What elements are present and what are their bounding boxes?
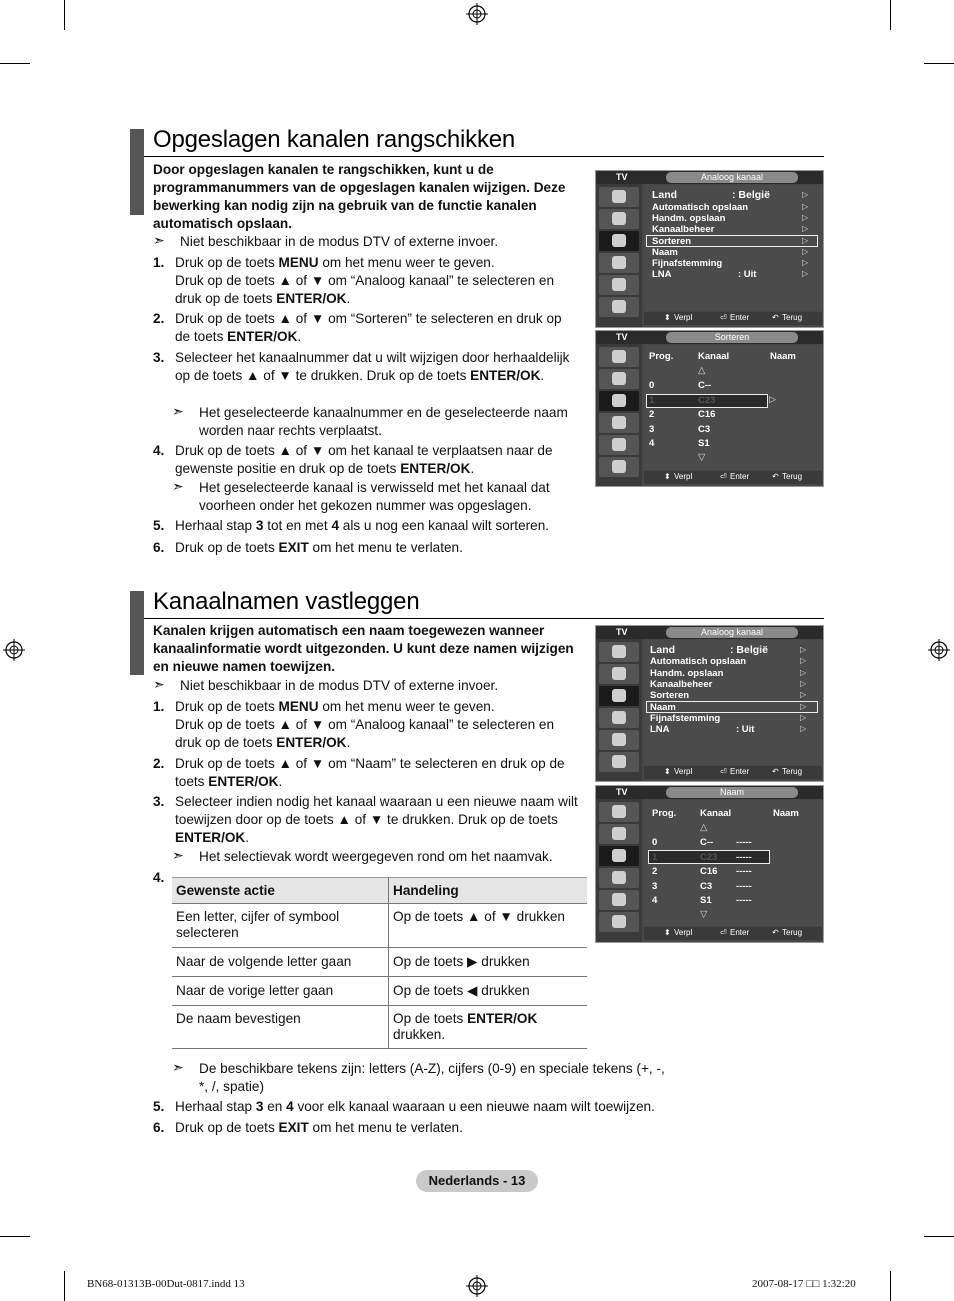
list-item: 4 <box>652 895 658 906</box>
list-item: ----- <box>736 895 752 906</box>
picture-icon <box>599 642 639 662</box>
tv-menu-item: Handm. opslaan <box>650 668 724 679</box>
list-item: C16 <box>698 409 716 420</box>
column-header: Prog. <box>649 351 674 362</box>
footer-hint: Terug <box>782 928 803 937</box>
channel-icon <box>599 391 639 411</box>
step-key: ENTER/OK <box>276 735 347 750</box>
list-item: 0 <box>649 380 655 391</box>
column-header: Kanaal <box>698 351 730 362</box>
table-cell: Op de toets ▶ drukken <box>389 948 588 977</box>
list-item: 1 <box>652 852 658 863</box>
tv-menu-item: Automatisch opslaan <box>650 656 747 667</box>
channel-icon <box>599 846 639 866</box>
table-cell: Een letter, cijfer of symbool selecteren <box>172 904 389 948</box>
registration-mark-icon <box>466 3 488 25</box>
step-number: 1. <box>153 255 165 270</box>
step-text-part: om het menu weer te geven. <box>318 255 495 270</box>
tv-menu-item: Land <box>650 644 676 656</box>
note-arrow-icon: ➣ <box>172 847 184 863</box>
step-text-part: om het menu te verlaten. <box>308 540 463 555</box>
list-item: C3 <box>700 881 713 892</box>
list-item: C-- <box>700 837 714 848</box>
step-text <box>175 755 580 791</box>
section-accent-bar <box>130 129 144 215</box>
action-table <box>172 877 587 1049</box>
note-arrow-icon: ➣ <box>172 478 184 494</box>
right-triangle-icon: ▷ <box>802 224 809 233</box>
tv-menu-item: LNA <box>650 724 670 735</box>
table-row <box>172 904 587 948</box>
step-text-part: . <box>297 329 302 344</box>
table-header: Gewenste actie <box>172 878 389 904</box>
channel-icon <box>599 231 639 251</box>
list-item: S1 <box>700 895 712 906</box>
return-icon: ↶ <box>772 472 779 481</box>
print-timestamp: 2007-08-17 □□ 1:32:20 <box>752 1278 856 1290</box>
note-arrow-icon: ➣ <box>172 403 184 419</box>
tv-menu-footer <box>644 312 822 325</box>
tv-menu-screen <box>595 785 824 943</box>
tv-menu-sidebar <box>596 344 642 486</box>
step-text <box>175 254 580 308</box>
column-header: Kanaal <box>700 808 732 819</box>
crop-mark <box>64 1271 65 1301</box>
note-text: Het geselecteerde kanaalnummer en de geselecteerde naam worden naar rechts verplaatst. <box>199 405 568 438</box>
input-icon <box>599 275 639 295</box>
step-text-part: om het menu weer te geven. <box>318 699 495 714</box>
column-header: Prog. <box>652 808 677 819</box>
tv-label: TV <box>616 787 628 797</box>
setup-icon <box>599 708 639 728</box>
step-key: 4 <box>286 1099 294 1114</box>
step-key: MENU <box>278 699 319 714</box>
step-text <box>175 517 595 535</box>
move-icon: ⬍ <box>664 313 671 322</box>
list-item: 1 <box>649 395 655 406</box>
table-cell: Op de toets ▲ of ▼ drukken <box>389 904 588 948</box>
right-triangle-icon: ▷ <box>802 258 809 267</box>
list-item: 3 <box>652 881 658 892</box>
list-item: 3 <box>649 424 655 435</box>
footer-hint: Enter <box>730 313 750 322</box>
right-triangle-icon: ▷ <box>802 269 809 278</box>
enter-icon: ⏎ <box>720 313 727 322</box>
enter-icon: ⏎ <box>720 472 727 481</box>
step-text-part: om het menu te verlaten. <box>308 1120 463 1135</box>
step-key: 4 <box>331 518 339 533</box>
note-arrow-icon: ➣ <box>153 676 165 692</box>
footer-hint: Verpl <box>674 472 693 481</box>
list-item: C16 <box>700 866 718 877</box>
tv-menu-item: Land <box>652 189 678 201</box>
list-item: 4 <box>649 438 655 449</box>
tv-menu-item: Naam <box>650 702 676 713</box>
note-text: Het geselecteerde kanaal is verwisseld met het kanaal dat voorheen onder het gekozen nummer was opgeslagen. <box>199 480 550 513</box>
channel-icon <box>599 686 639 706</box>
step-text-part: Selecteer indien nodig het kanaal waaraan u een nieuwe naam wilt toewijzen door op de toets ▲ of ▼ te drukken. Druk op de toets <box>175 794 578 827</box>
footer-hint: Verpl <box>674 767 693 776</box>
tv-menu-item: LNA <box>652 269 672 280</box>
registration-mark-icon <box>3 639 25 661</box>
up-triangle-icon: △ <box>700 822 708 833</box>
note-text: Niet beschikbaar in de modus DTV of externe invoer. <box>180 234 499 249</box>
step-text <box>175 442 580 478</box>
footer-hint: Terug <box>782 767 803 776</box>
tv-menu-footer <box>644 927 822 940</box>
step-key: 3 <box>255 1099 264 1114</box>
move-icon: ⬍ <box>664 928 671 937</box>
step-key: ENTER/OK <box>175 830 246 845</box>
tv-menu-value: : Uit <box>738 269 757 280</box>
list-item: C23 <box>700 852 718 863</box>
right-triangle-icon: ▷ <box>802 202 809 211</box>
list-item: 0 <box>652 837 658 848</box>
step-number: 5. <box>153 1099 165 1114</box>
note-text: De beschikbare tekens zijn: letters (A-Z), cijfers (0-9) en speciale tekens (+, -, *, /, spatie) <box>199 1061 665 1094</box>
tv-menu-screen <box>595 170 824 328</box>
column-header: Naam <box>773 808 799 819</box>
step-text <box>175 349 580 385</box>
right-triangle-icon: ▷ <box>800 702 807 711</box>
tv-menu-value: : België <box>730 644 768 656</box>
tv-menu-item: Fijnafstemming <box>650 713 721 724</box>
crop-mark <box>924 63 954 64</box>
tv-menu-item: Automatisch opslaan <box>652 202 749 213</box>
page-number-badge: Nederlands - 13 <box>416 1170 538 1192</box>
tv-menu-title: Sorteren <box>666 332 798 343</box>
list-item: 2 <box>649 409 655 420</box>
section-title: Opgeslagen kanalen rangschikken <box>153 126 516 153</box>
tv-menu-screen <box>595 625 824 782</box>
tv-menu-title: Naam <box>666 787 798 798</box>
registration-mark-icon <box>928 639 950 661</box>
step-number: 4. <box>153 870 165 885</box>
application-icon <box>599 752 639 772</box>
list-item: C3 <box>698 424 711 435</box>
section-title: Kanaalnamen vastleggen <box>153 588 420 615</box>
section-accent-bar <box>130 591 144 675</box>
list-item: 2 <box>652 866 658 877</box>
step-text-part: Druk op de toets ▲ of ▼ om het kanaal te verplaatsen naar de gewenste positie en druk op de toets <box>175 443 553 476</box>
setup-icon <box>599 413 639 433</box>
setup-icon <box>599 253 639 273</box>
column-header: Naam <box>770 351 796 362</box>
step-text-part: Herhaal stap <box>175 1099 256 1114</box>
step-number: 4. <box>153 443 165 458</box>
step-text-part: . <box>346 291 351 306</box>
step-number: 3. <box>153 350 165 365</box>
right-triangle-icon: ▷ <box>800 668 807 677</box>
return-icon: ↶ <box>772 928 779 937</box>
step-number: 6. <box>153 540 165 555</box>
right-triangle-icon: ▷ <box>800 690 807 699</box>
picture-icon <box>599 347 639 367</box>
step-text-part: Druk op de toets ▲ of ▼ om “Sorteren” te selecteren en druk op de toets <box>175 311 562 344</box>
step-number: 1. <box>153 699 165 714</box>
registration-mark-icon <box>466 1275 488 1297</box>
step-text-part: Selecteer het kanaalnummer dat u wilt wijzigen door herhaaldelijk op de toets ▲ of ▼ te drukken. Druk op de toets <box>175 350 570 383</box>
note-arrow-icon: ➣ <box>153 232 165 248</box>
up-triangle-icon: △ <box>698 365 706 376</box>
tv-menu-sidebar <box>596 799 642 942</box>
list-item: S1 <box>698 438 710 449</box>
return-icon: ↶ <box>772 313 779 322</box>
step-key: 3 <box>255 518 264 533</box>
table-cell: Naar de volgende letter gaan <box>172 948 389 977</box>
section-intro: Kanalen krijgen automatisch een naam toegewezen wanneer kanaalinformatie wordt uitgezonden. U kunt deze namen wijzigen en nieuwe namen toewijzen. <box>153 623 574 674</box>
tv-menu-item: Sorteren <box>650 690 690 701</box>
right-triangle-icon: ▷ <box>800 656 807 665</box>
table-header: Handeling <box>389 878 588 904</box>
footer-hint: Enter <box>730 928 750 937</box>
step-text-part: Druk op de toets <box>175 540 279 555</box>
tv-menu-title: Analoog kanaal <box>666 627 798 638</box>
step-key: EXIT <box>278 1120 309 1135</box>
step-text-part: . <box>278 774 283 789</box>
footer-hint: Enter <box>730 767 750 776</box>
application-icon <box>599 457 639 477</box>
footer-hint: Verpl <box>674 313 693 322</box>
table-cell-key: ENTER/OK <box>467 1011 538 1026</box>
list-item: ----- <box>736 837 752 848</box>
table-cell-text: drukken. <box>393 1027 446 1042</box>
step-key: ENTER/OK <box>227 329 298 344</box>
table-cell: Op de toets ◀ drukken <box>389 977 588 1006</box>
step-text <box>175 793 580 847</box>
crop-mark <box>890 0 891 30</box>
picture-icon <box>599 187 639 207</box>
tv-menu-title: Analoog kanaal <box>666 172 798 183</box>
print-file-info: BN68-01313B-00Dut-0817.indd 13 <box>87 1278 245 1290</box>
table-header-row <box>172 878 587 904</box>
step-text <box>175 310 580 346</box>
note-arrow-icon: ➣ <box>172 1059 184 1075</box>
sound-icon <box>599 209 639 229</box>
right-triangle-icon: ▷ <box>800 724 807 733</box>
list-item: C23 <box>698 395 716 406</box>
table-row <box>172 1006 587 1049</box>
list-item: ----- <box>736 881 752 892</box>
step-key: MENU <box>278 255 319 270</box>
move-icon: ⬍ <box>664 767 671 776</box>
tv-label: TV <box>616 332 628 342</box>
crop-mark <box>64 0 65 30</box>
table-cell: De naam bevestigen <box>172 1006 389 1049</box>
enter-icon: ⏎ <box>720 767 727 776</box>
step-text-part: Druk op de toets <box>175 699 279 714</box>
step-number: 3. <box>153 794 165 809</box>
right-triangle-icon: ▷ <box>802 190 809 199</box>
step-text-part: . <box>245 830 250 845</box>
setup-icon <box>599 868 639 888</box>
footer-hint: Terug <box>782 472 803 481</box>
tv-menu-sidebar <box>596 639 642 781</box>
step-key: EXIT <box>278 540 309 555</box>
step-number: 2. <box>153 756 165 771</box>
list-item: ----- <box>736 852 752 863</box>
step-text-part: als u nog een kanaal wilt sorteren. <box>339 518 550 533</box>
down-triangle-icon: ▽ <box>700 909 708 920</box>
tv-label: TV <box>616 172 628 182</box>
step-number: 5. <box>153 518 165 533</box>
tv-menu-item: Kanaalbeheer <box>652 224 715 235</box>
footer-hint: Enter <box>730 472 750 481</box>
step-text-part: en <box>263 1099 287 1114</box>
tv-menu-item: Fijnafstemming <box>652 258 723 269</box>
table-cell: Naar de vorige letter gaan <box>172 977 389 1006</box>
step-text <box>175 1119 580 1137</box>
right-triangle-icon: ▷ <box>769 394 776 404</box>
step-key: ENTER/OK <box>470 368 541 383</box>
step-text-part: . <box>470 461 475 476</box>
input-icon <box>599 890 639 910</box>
crop-mark <box>924 1236 954 1237</box>
sound-icon <box>599 369 639 389</box>
step-text <box>175 539 580 557</box>
tv-menu-item: Sorteren <box>652 236 692 247</box>
step-number: 6. <box>153 1120 165 1135</box>
move-icon: ⬍ <box>664 472 671 481</box>
right-triangle-icon: ▷ <box>802 236 809 245</box>
step-text-part: Druk op de toets ▲ of ▼ om “Naam” te selecteren en druk op de toets <box>175 756 565 789</box>
tv-menu-footer <box>644 471 822 484</box>
enter-icon: ⏎ <box>720 928 727 937</box>
tv-menu-item: Kanaalbeheer <box>650 679 713 690</box>
table-cell <box>389 1006 588 1049</box>
tv-menu-footer <box>644 766 822 779</box>
step-text-part: . <box>346 735 351 750</box>
step-key: ENTER/OK <box>400 461 471 476</box>
tv-menu-value: : Uit <box>736 724 755 735</box>
crop-mark <box>0 1236 30 1237</box>
input-icon <box>599 435 639 455</box>
right-triangle-icon: ▷ <box>800 679 807 688</box>
right-triangle-icon: ▷ <box>802 247 809 256</box>
step-key: ENTER/OK <box>208 774 279 789</box>
right-triangle-icon: ▷ <box>800 713 807 722</box>
down-triangle-icon: ▽ <box>698 452 706 463</box>
crop-mark <box>0 63 30 64</box>
return-icon: ↶ <box>772 767 779 776</box>
right-triangle-icon: ▷ <box>800 645 807 654</box>
tv-menu-item: Handm. opslaan <box>652 213 726 224</box>
tv-label: TV <box>616 627 628 637</box>
application-icon <box>599 297 639 317</box>
sound-icon <box>599 664 639 684</box>
tv-menu-value: : België <box>732 189 770 201</box>
section-intro: Door opgeslagen kanalen te rangschikken, kunt u de programmanummers van de opgeslagen kanalen wijzigen. Deze bewerking kan nodig zijn na gebruik van de functie kanalen automatisch opslaan. <box>153 162 566 231</box>
table-cell-text: Op de toets <box>393 1011 468 1026</box>
step-text-part: Druk op de toets ▲ of ▼ om “Analoog kanaal” te selecteren en druk op de toets <box>175 273 555 306</box>
note-text: Het selectievak wordt weergegeven rond om het naamvak. <box>199 849 553 864</box>
step-text-part: tot en met <box>263 518 332 533</box>
step-text <box>175 698 580 752</box>
table-row <box>172 948 587 977</box>
step-text-part: Druk op de toets <box>175 1120 279 1135</box>
list-item: ----- <box>736 866 752 877</box>
step-text-part: Druk op de toets ▲ of ▼ om “Analoog kanaal” te selecteren en druk op de toets <box>175 717 555 750</box>
crop-mark <box>890 1271 891 1301</box>
footer-hint: Terug <box>782 313 803 322</box>
right-triangle-icon: ▷ <box>802 213 809 222</box>
step-text-part: . <box>540 368 545 383</box>
list-item: C-- <box>698 380 712 391</box>
step-number: 2. <box>153 311 165 326</box>
tv-menu-sidebar <box>596 184 642 327</box>
tv-menu-item: Naam <box>652 247 678 258</box>
step-text <box>175 1098 715 1116</box>
table-row <box>172 977 587 1006</box>
application-icon <box>599 912 639 932</box>
input-icon <box>599 730 639 750</box>
step-text-part: Druk op de toets <box>175 255 279 270</box>
step-text-part: voor elk kanaal waaraan u een nieuwe naam wilt toewijzen. <box>293 1099 655 1114</box>
title-rule <box>144 618 824 619</box>
note-text: Niet beschikbaar in de modus DTV of externe invoer. <box>180 678 499 693</box>
sound-icon <box>599 824 639 844</box>
step-text-part: Herhaal stap <box>175 518 256 533</box>
footer-hint: Verpl <box>674 928 693 937</box>
title-rule <box>144 156 824 157</box>
picture-icon <box>599 802 639 822</box>
tv-menu-screen <box>595 330 824 487</box>
step-key: ENTER/OK <box>276 291 347 306</box>
